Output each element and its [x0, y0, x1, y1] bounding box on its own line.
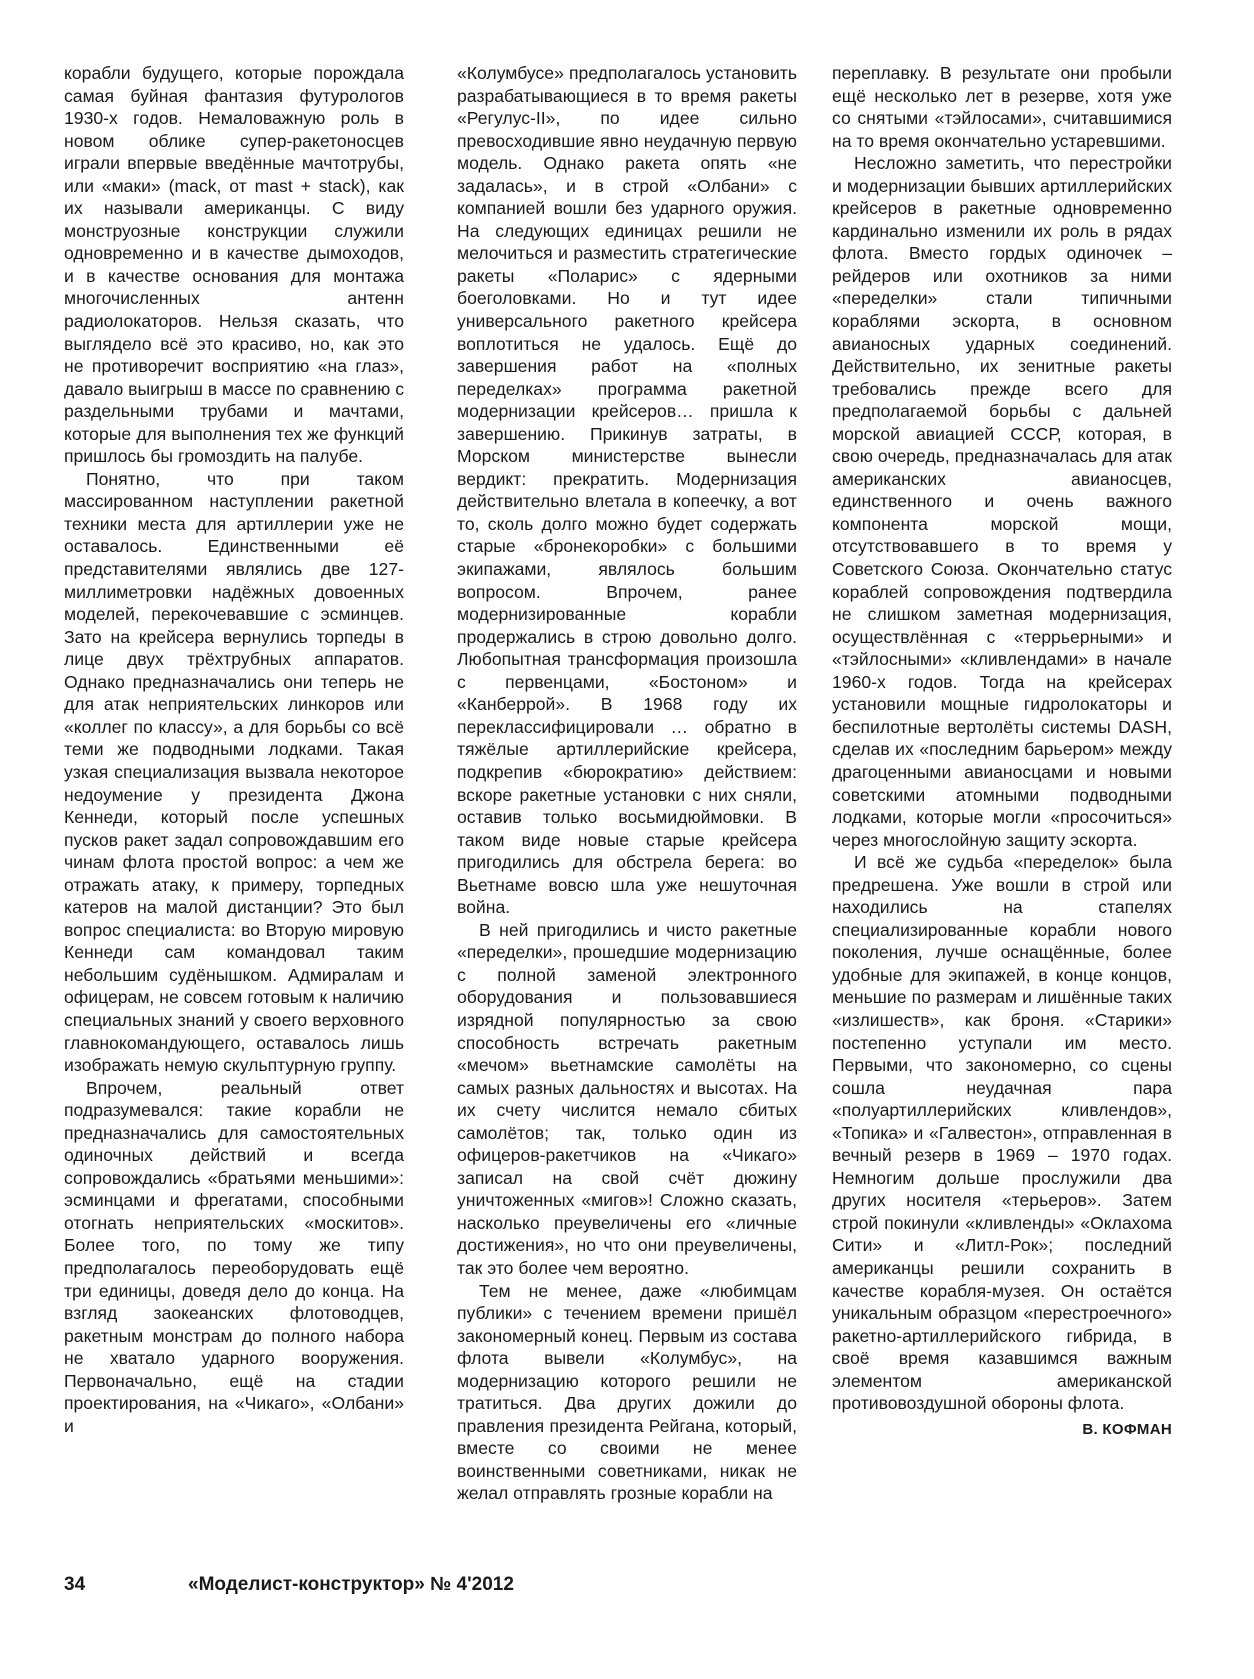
paragraph: Впрочем, реальный ответ подразумевался: такие корабли не предназначались для самостоятельных одиночных действий и всегда сопровождались «братьями меньшими»: эсминцами и фрегатами, способными отогнать неприятельских «москитов». Более того, по тому же типу предполагалось переоборудовать ещё три единицы, доведя дело до конца. На взгляд заокеанских флотоводцев, ракетным монстрам до полного набора не хватало ударного вооружения. Первоначально, ещё на стадии проектирования, на «Чикаго», «Олбани» и — [64, 1077, 404, 1436]
text-column-1 — [64, 62, 404, 1437]
paragraph: корабли будущего, которые порождала самая буйная фантазия футурологов 1930-х годов. Немаловажную роль в новом облике супер-ракетоносцев играли впервые введённые мачтотрубы, или «маки» (mack, от mast + stack), как их называли американцы. С виду монструозные конструкции служили одновременно и в качестве дымоходов, и в качестве основания для монтажа многочисленных антенн радиолокаторов. Нельзя сказать, что выглядело всё это красиво, но, как это не противоречит восприятию «на глаз», давало выигрыш в массе по сравнению с раздельными трубами и мачтами, которые для выполнения тех же функций пришлось бы громоздить на палубе. — [64, 63, 405, 467]
paragraph: Несложно заметить, что перестройки и модернизации бывших артиллерийских крейсеров в ракетные одновременно кардинально изменили их роль в рядах флота. Вместо гордых одиночек – рейдеров или охотников за ними «переделки» стали типичными кораблями эскорта, в основном авианосных ударных соединений. Действительно, их зенитные ракеты требовались прежде всего для предполагаемой борьбы с дальней морской авиацией СССР, которая, в свою очередь, предназначалась для атак американских авианосцев, единственного и очень важного компонента морской мощи, отсутствовавшего в то время у Советского Союза. Окончательно статус кораблей сопровождения подтвердила не слишком заметная модернизация, осуществлённая с «террьерными» и «тэйлосными» «кливлендами» в начале 1960-х годов. Тогда на крейсерах установили мощные гидролокаторы и беспилотные вертолёты системы DASH, сделав их «последним барьером» между драгоценными авианосцами и новыми советскими атомными подводными лодками, которые могли «просочиться» через многослойную защиту эскорта. — [832, 153, 1172, 850]
text-column-3 — [832, 62, 1172, 1441]
journal-title: «Моделист-конструктор» № 4'2012 — [188, 1574, 514, 1595]
paragraph: переплавку. В результате они пробыли ещё несколько лет в резерве, хотя уже со снятыми «тэйлосами», считавшимися на то время окончательно устаревшими. — [832, 63, 1172, 151]
paragraph: И всё же судьба «переделок» была предрешена. Уже вошли в строй или находились на стапелях специализированные корабли нового поколения, лучше оснащённые, более удобные для экипажей, в конце концов, меньшие по размерам и лишённые таких «излишеств», как броня. «Старики» постепенно уступали им место. Первыми, что закономерно, со сцены сошла неудачная пара «полуартиллерийских кливлендов», «Топика» и «Галвестон», отправленная в вечный резерв в 1969 – 1970 годах. Немногим дольше прослужили два других носителя «терьеров». Затем строй покинули «кливленды» «Оклахома Сити» и «Литл-Рок»; последний американцы решили сохранить в качестве корабля-музея. Он остаётся уникальным образцом «перестроечного» ракетно-артиллерийского гибрида, в своё время казавшимся важным элементом американской противовоздушной обороны флота. — [832, 852, 1172, 1414]
page-number: 34 — [64, 1574, 86, 1595]
paragraph: Тем не менее, даже «любимцам публики» с течением времени пришёл закономерный конец. Первым из состава флота вывели «Колумбус», на модернизацию которого решили не тратиться. Два других дожили до правления президента Рейгана, который, вместе со своими не менее воинственными советниками, никак не желал отправлять грозные корабли на — [457, 1280, 797, 1504]
paragraph: Понятно, что при таком массированном наступлении ракетной техники места для артиллерии уже не оставалось. Единственными её представителями являлись две 127-миллиметровки надёжных довоенных моделей, перекочевавшие с эсминцев. Зато на крейсера вернулись торпеды в лице двух трёхтрубных аппаратов. Однако предназначались они теперь не для атак неприятельских линкоров или «коллег по классу», а для борьбы со всё теми же подводными лодками. Такая узкая специализация вызвала некоторое недоумение у президента Джона Кеннеди, который после успешных пусков ракет задал сопровождавшим его чинам флота простой вопрос: а чем же отражать атаку, к примеру, торпедных катеров на малой дистанции? Это был вопрос специалиста: во Вторую мировую Кеннеди сам командовал таким небольшим судёнышком. Адмиралам и офицерам, не совсем готовым к наличию специальных знаний у своего верховного главнокомандующего, оставалось лишь изображать немую скульптурную группу. — [64, 468, 404, 1076]
text-column-2 — [457, 62, 797, 1505]
page-footer — [64, 1574, 1190, 1598]
paragraph: В ней пригодились и чисто ракетные «переделки», прошедшие модернизацию с полной заменой электронного оборудования и пользовавшиеся изрядной популярностью за свою способность встречать ракетным «мечом» вьетнамские самолёты на самых разных дальностях и высотах. На их счету числится немало сбитых самолётов; так, только один из офицеров-ракетчиков на «Чикаго» записал на свой счёт дюжину уничтоженных «мигов»! Сложно сказать, насколько преувеличены его «личные достижения», но что они преувеличены, так это более чем вероятно. — [457, 919, 797, 1278]
paragraph: «Колумбусе» предполагалось установить разрабатывающиеся в то время ракеты «Регулус-II», по идее сильно превосходившие явно неудачную первую модель. Однако ракета опять «не задалась», и в строй «Олбани» с компанией вошли без ударного оружия. На следующих единицах решили не мелочиться и разместить стратегические ракеты «Поларис» с ядерными боеголовками. Но и тут идее универсального ракетного крейсера воплотиться не удалось. Ещё до завершения работ на «полных переделках» программа ракетной модернизации крейсеров… пришла к завершению. Прикинув затраты, в Морском министерстве вынесли вердикт: прекратить. Модернизация действительно влетала в копеечку, а вот то, сколь долго можно будет содержать старые «бронекоробки» с большими экипажами, являлось большим вопросом. Впрочем, ранее модернизированные корабли продержались в строю довольно долго. Любопытная трансформация произошла с первенцами, «Бостоном» и «Канберрой». В 1968 году их переклассифицировали … обратно в тяжёлые артиллерийские крейсера, подкрепив «бюрократию» действием: вскоре ракетные установки с них сняли, оставив только восьмидюймовки. В таком виде новые старые крейсера пригодились для обстрела берега: во Вьетнаме вовсю шла уже нешуточная война. — [457, 63, 797, 918]
author-signature: В. КОФМАН — [1082, 1420, 1172, 1438]
